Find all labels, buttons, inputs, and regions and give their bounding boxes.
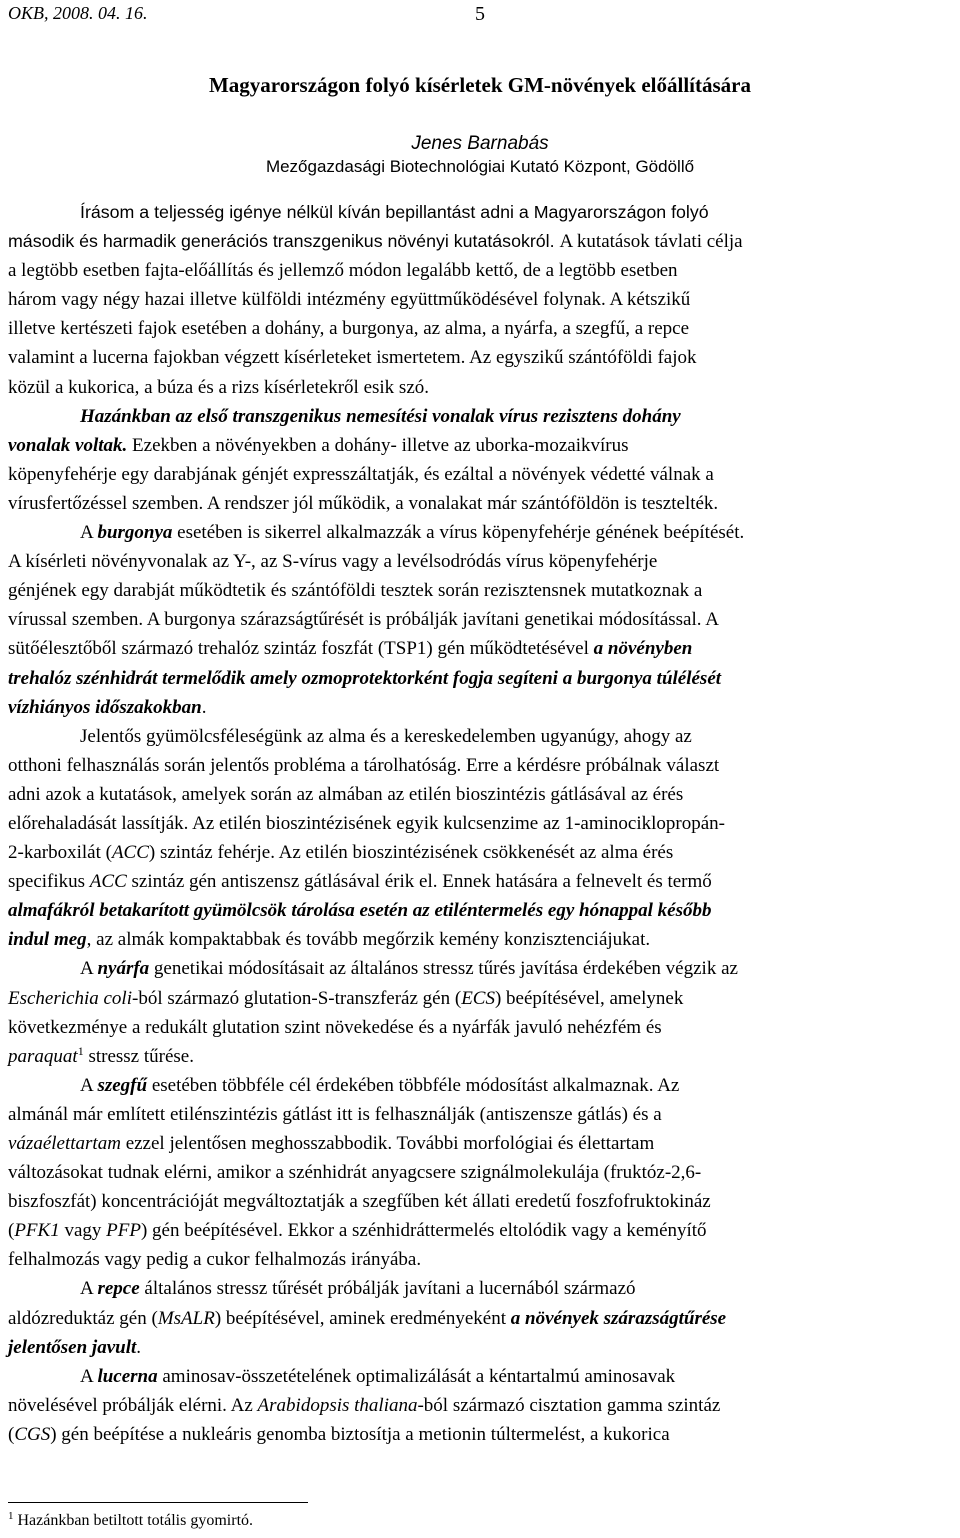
footnote-ref: 1	[77, 1043, 84, 1058]
text-line: vízhiányos időszakokban.	[8, 696, 207, 718]
text-line: következménye a redukált glutation szint növekedése és a nyárfák javuló nehézfém és	[8, 1016, 662, 1038]
text-line: trehalóz szénhidrát termelődik amely ozmoprotektorként fogja segíteni a burgonya túlélését	[8, 667, 722, 689]
text-line: 2-karboxilát (ACC) szintáz fehérje. Az etilén bioszintézisének csökkenését az alma érés	[8, 842, 674, 864]
text-line: előrehaladását lassítják. Az etilén bioszintézisének egyik kulcsenzime az 1-aminociklopropán-	[8, 812, 725, 834]
text-line: (PFK1 vagy PFP) gén beépítésével. Ekkor a szénhidráttermelés eltolódik vagy a keményítő	[8, 1220, 707, 1242]
text-line: köpenyfehérje egy darabjának génjét expresszáltatják, és ezáltal a növények védetté válnak a	[8, 463, 714, 485]
text-line: almafákról betakarított gyümölcsök tárolása esetén az etiléntermelés egy hónappal később	[8, 900, 712, 922]
text-line: almánál már említett etilénszintézis gátlást itt is felhasználják (antiszensze gátlás) és a	[8, 1103, 662, 1125]
text-line: A burgonya esetében is sikerrel alkalmazzák a vírus köpenyfehérje génének beépítését.	[80, 522, 745, 544]
text-line: vonalak voltak. Ezekben a növényekben a dohány- illetve az uborka-mozaikvírus	[8, 434, 629, 456]
text-line: három vagy négy hazai illetve külföldi intézmény együttműködésével folynak. A kétszikű	[8, 289, 691, 311]
body-text	[8, 198, 952, 1449]
text-line: A lucerna aminosav-összetételének optimalizálását a kéntartalmú aminosavak	[80, 1365, 676, 1387]
text-line: Hazánkban az első transzgenikus nemesítési vonalak vírus rezisztens dohány	[80, 405, 681, 427]
text-line: a legtöbb esetben fajta-előállítás és jellemző módon legalább kettő, de a legtöbb esetben	[8, 260, 678, 282]
text-line: génjének egy darabját működtetik és szántóföldi tesztek során rezisztensnek mutatkoznak a	[8, 580, 703, 602]
text-line: vírussal szemben. A burgonya szárazságtűrését is próbálják javítani genetikai módosítással. A	[8, 609, 719, 631]
text-line: (CGS) gén beépítése a nukleáris genomba biztosítja a metionin túltermelést, a kukorica	[8, 1423, 670, 1445]
footnote	[8, 1512, 253, 1530]
text-line: sütőélesztőből származó trehalóz szintáz foszfát (TSP1) gén működtetésével a növényben	[8, 638, 693, 660]
text-line: vírusfertőzéssel szemben. A rendszer jól működik, a vonalakat már szántóföldön is tesztelték.	[8, 492, 719, 514]
text-line: vázaélettartam ezzel jelentősen meghosszabbodik. További morfológiai és élettartam	[8, 1133, 655, 1154]
text-line: indul meg, az almák kompaktabbak és tovább megőrzik kemény konzisztenciájukat.	[8, 929, 651, 951]
page-number: 5	[475, 3, 485, 25]
text-line: A nyárfa genetikai módosításait az általános stressz tűrés javítása érdekében végzik az	[80, 958, 738, 980]
author-name: Jenes Barnabás	[411, 133, 549, 154]
author-affiliation: Mezőgazdasági Biotechnológiai Kutató Központ, Gödöllő	[265, 157, 695, 176]
header-date: OKB, 2008. 04. 16.	[8, 3, 148, 23]
text-line: A szegfű esetében többféle cél érdekében többféle módosítást alkalmaznak. Az	[80, 1074, 680, 1096]
article-title: Magyarországon folyó kísérletek GM-növények előállítására	[208, 73, 752, 97]
text-line: A repce általános stressz tűrését próbálják javítani a lucernából származó	[80, 1278, 636, 1300]
text-line: Escherichia coli-ból származó glutation-S-transzferáz gén (ECS) beépítésével, amelynek	[8, 987, 684, 1009]
text-line: Jelentős gyümölcsféleségünk az alma és a kereskedelemben ugyanúgy, ahogy az	[80, 725, 692, 747]
footnote-number: 1	[8, 1510, 14, 1522]
text-line: felhalmozás vagy pedig a cukor felhalmozás irányába.	[8, 1249, 422, 1271]
text-line: második és harmadik generációs transzgenikus növényi kutatásokról. A kutatások távlati célja	[8, 231, 743, 253]
text-line: illetve kertészeti fajok esetében a dohány, a burgonya, az alma, a nyárfa, a szegfű, a repce	[8, 318, 690, 340]
text-line: növelésével próbálják elérni. Az Arabidopsis thaliana-ból származó cisztation gamma szintáz	[8, 1394, 721, 1416]
text-line: paraquat$^1$ stressz tűrése.	[8, 1043, 194, 1067]
footnote-separator	[8, 1502, 308, 1503]
text-line: A kísérleti növényvonalak az Y-, az S-vírus vagy a levélsodródás vírus köpenyfehérje	[8, 551, 658, 573]
text-line: aldózreduktáz gén (MsALR) beépítésével, aminek eredményeként a növények szárazságtűrése	[8, 1307, 727, 1329]
text-line: Írásom a teljesség igénye nélkül kíván bepillantást adni a Magyarországon folyó	[80, 202, 709, 222]
footnote-text: Hazánkban betiltott totális gyomirtó.	[17, 1512, 254, 1529]
text-line: specifikus ACC szintáz gén antiszensz gátlásával érik el. Ennek hatására a felnevelt és termő	[8, 871, 712, 893]
text-line: változásokat tudnak elérni, amikor a szénhidrát anyagcsere szignálmolekulája (fruktóz-2,6-	[8, 1162, 702, 1184]
text-line: biszfoszfát) koncentrációját megváltoztatják a szegfűben két állati eredetű foszfofruktokináz	[8, 1191, 711, 1213]
text-line: közül a kukorica, a búza és a rizs kísérletekről esik szó.	[8, 376, 430, 398]
text-line: valamint a lucerna fajokban végzett kísérleteket ismertetem. Az egyszikű szántóföldi fajok	[8, 347, 697, 369]
text-line: adni azok a kutatások, amelyek során az almában az etilén bioszintézis gátlásával az érés	[8, 783, 684, 805]
text-line: jelentősen javult.	[8, 1336, 141, 1358]
text-line: otthoni felhasználás során jelentős probléma a tárolhatóság. Erre a kérdésre próbálnak választ	[8, 754, 720, 776]
